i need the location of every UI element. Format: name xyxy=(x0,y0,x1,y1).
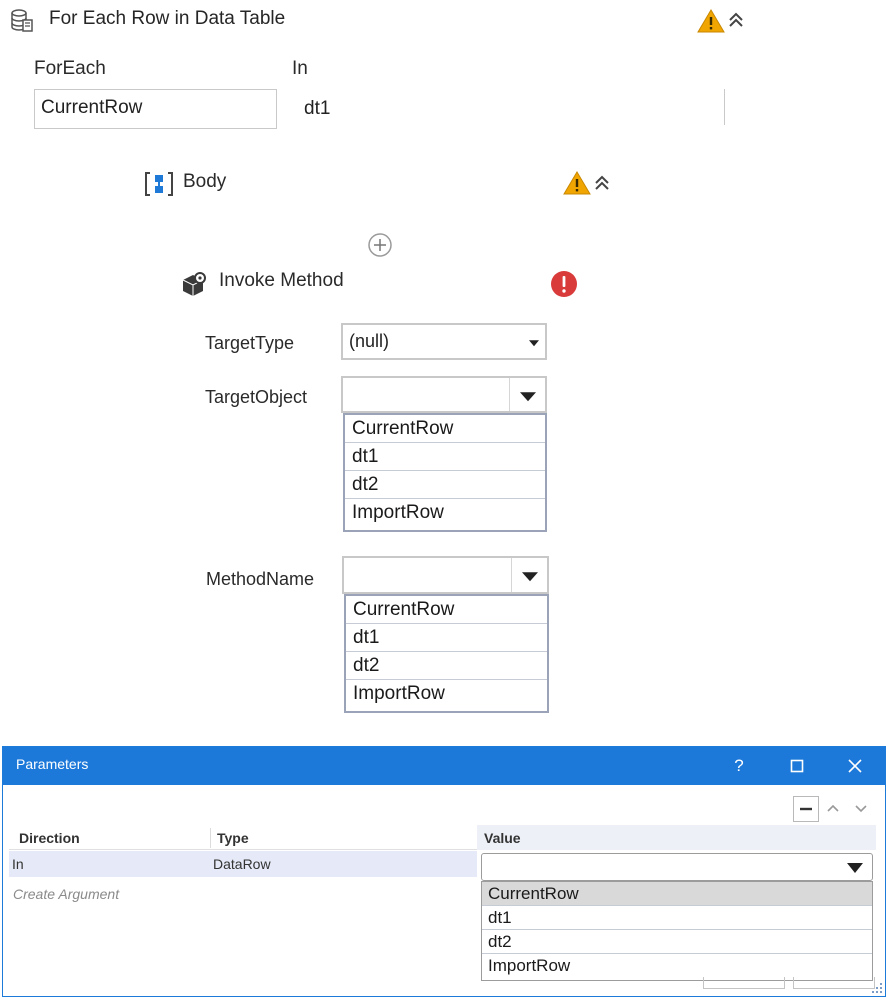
value-option[interactable]: CurrentRow xyxy=(482,882,872,906)
move-up-button[interactable] xyxy=(823,798,843,823)
dialog-title-bar xyxy=(3,747,885,785)
add-activity-plus-icon[interactable] xyxy=(367,232,393,263)
method-name-label: MethodName xyxy=(206,569,315,589)
close-icon xyxy=(848,759,862,773)
value-column-header[interactable]: Value xyxy=(484,830,521,846)
foreach-label: ForEach xyxy=(34,58,106,79)
foreach-activity-icon xyxy=(10,8,34,34)
argument-type[interactable]: DataRow xyxy=(213,856,271,872)
target-type-value: (null) xyxy=(349,331,390,351)
dialog-title: Parameters xyxy=(16,756,89,772)
error-icon xyxy=(550,270,578,303)
remove-argument-button[interactable] xyxy=(793,796,819,822)
foreach-variable-input[interactable]: CurrentRow xyxy=(34,89,277,129)
type-column-header[interactable]: Type xyxy=(217,830,249,846)
maximize-icon xyxy=(790,759,804,773)
gear-cube-icon xyxy=(180,271,208,302)
warning-icon xyxy=(697,8,725,39)
move-down-button[interactable] xyxy=(851,798,871,823)
method-name-options-list xyxy=(344,594,549,713)
chevron-down-icon[interactable] xyxy=(846,862,864,874)
chevron-down-icon[interactable] xyxy=(509,378,545,411)
body-warning-icon xyxy=(563,170,591,201)
maximize-button[interactable] xyxy=(777,747,817,785)
method-name-option[interactable]: dt1 xyxy=(346,624,547,652)
invoke-method-title: Invoke Method xyxy=(219,270,344,291)
method-name-option[interactable]: ImportRow xyxy=(353,683,445,704)
in-input-right-border xyxy=(724,89,725,125)
in-label: In xyxy=(292,58,308,79)
target-object-options-list xyxy=(343,413,547,532)
argument-value-options-list xyxy=(481,881,873,981)
target-object-dropdown[interactable] xyxy=(341,376,547,413)
argument-value-dropdown[interactable] xyxy=(481,853,873,881)
close-button[interactable] xyxy=(835,747,875,785)
method-name-dropdown[interactable] xyxy=(342,556,549,594)
chevron-up-icon xyxy=(823,798,843,818)
cancel-button[interactable] xyxy=(793,977,875,989)
value-option[interactable]: ImportRow xyxy=(488,956,571,975)
direction-column-header[interactable]: Direction xyxy=(19,830,80,846)
parameters-dialog xyxy=(2,746,886,997)
method-name-option[interactable]: dt2 xyxy=(346,652,547,680)
foreach-activity-title: For Each Row in Data Table xyxy=(49,8,286,29)
target-object-option[interactable]: dt2 xyxy=(345,471,545,499)
target-object-option[interactable]: dt1 xyxy=(345,443,545,471)
chevron-down-icon[interactable] xyxy=(523,325,545,358)
chevron-down-icon[interactable] xyxy=(511,558,547,592)
target-object-option[interactable]: ImportRow xyxy=(352,502,444,523)
body-collapse-chevron-icon[interactable] xyxy=(592,173,612,198)
target-type-label: TargetType xyxy=(205,333,295,353)
argument-direction[interactable]: In xyxy=(12,856,24,872)
value-header-bg xyxy=(477,825,876,850)
in-datatable-input[interactable]: dt1 xyxy=(298,91,718,127)
resize-grip-icon[interactable] xyxy=(871,982,883,994)
grid-header xyxy=(9,825,876,850)
minus-icon xyxy=(794,797,818,821)
method-name-option[interactable]: CurrentRow xyxy=(346,596,547,624)
target-object-label: TargetObject xyxy=(205,387,308,407)
chevron-down-icon xyxy=(851,798,871,818)
value-option[interactable]: dt2 xyxy=(482,930,872,954)
value-option[interactable]: dt1 xyxy=(482,906,872,930)
target-type-dropdown[interactable] xyxy=(341,323,547,360)
ok-button[interactable] xyxy=(703,977,785,989)
collapse-chevron-icon[interactable] xyxy=(726,10,746,35)
body-label: Body xyxy=(183,171,227,192)
column-divider xyxy=(210,828,211,848)
sequence-icon xyxy=(144,171,174,202)
help-button[interactable]: ? xyxy=(734,756,744,775)
create-argument-link[interactable]: Create Argument xyxy=(13,886,120,902)
target-object-option[interactable]: CurrentRow xyxy=(345,415,545,443)
